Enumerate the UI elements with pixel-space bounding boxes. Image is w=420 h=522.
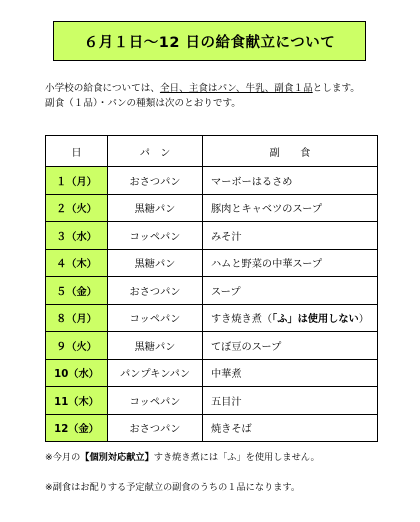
table-row: [46, 167, 378, 195]
table-header-row: [46, 136, 378, 167]
intro-line-2: 副食（１品）・パンの種類は次のとおりです。: [45, 98, 241, 109]
page-title-text: ６月１日～12 日の給食献立について: [83, 34, 336, 51]
bread-cell: 黒糖パン: [108, 249, 203, 277]
intro-line-1-pre: 小学校の給食については、: [45, 83, 160, 94]
side-dish-cell: てぼ豆のスープ: [203, 332, 378, 360]
table-row: [46, 194, 378, 222]
side-dish-cell: 五目汁: [203, 387, 378, 415]
side-dish-cell: みそ汁: [203, 222, 378, 250]
side-dish-cell: 中華煮: [203, 359, 378, 387]
bread-cell: コッペパン: [108, 304, 203, 332]
day-cell: ５（金）: [46, 277, 108, 305]
intro-line-1-underlined: 全日、主食はパン、牛乳、副食１品: [159, 83, 313, 94]
table-row: [46, 387, 378, 415]
day-cell: 11（木）: [46, 387, 108, 415]
table-row: [46, 222, 378, 250]
bread-cell: おさつパン: [108, 277, 203, 305]
menu-table: [45, 135, 378, 442]
note-individual-menu: [45, 452, 320, 464]
side-dish-cell: ハムと野菜の中華スープ: [203, 249, 378, 277]
note-1-bold: 【個別対応献立】: [80, 452, 154, 463]
side-dish-cell: [203, 304, 378, 332]
side-dish-cell: 豚肉とキャベツのスープ: [203, 194, 378, 222]
bread-cell: パンプキンパン: [108, 359, 203, 387]
bread-cell: 黒糖パン: [108, 194, 203, 222]
side-dish-cell: スープ: [203, 277, 378, 305]
note-1-post: すき焼き煮には「ふ」を使用しません。: [153, 452, 320, 463]
intro-text: [45, 81, 395, 111]
header-side-dish: 副 食: [203, 136, 378, 167]
page-title: [53, 21, 366, 61]
table-row: [46, 359, 378, 387]
intro-line-1-post: とします。: [312, 83, 360, 94]
side-dish-cell: マーボーはるさめ: [203, 167, 378, 195]
table-row: [46, 332, 378, 360]
side-dish-pre: すき焼き煮（: [211, 314, 273, 326]
day-cell: ９（火）: [46, 332, 108, 360]
day-cell: ３（水）: [46, 222, 108, 250]
side-dish-cell: 焼きそば: [203, 414, 378, 442]
intro-line-1: [45, 81, 395, 96]
day-cell: ２（火）: [46, 194, 108, 222]
bread-cell: コッペパン: [108, 387, 203, 415]
day-cell: ８（月）: [46, 304, 108, 332]
bread-cell: コッペパン: [108, 222, 203, 250]
table-row: [46, 304, 378, 332]
bread-cell: 黒糖パン: [108, 332, 203, 360]
day-cell: １（月）: [46, 167, 108, 195]
note-1-pre: ※今月の: [45, 452, 81, 463]
header-day: 日: [46, 136, 108, 167]
bread-cell: おさつパン: [108, 414, 203, 442]
header-bread: パ ン: [108, 136, 203, 167]
note-side-dish: ※副食はお配りする予定献立の副食のうちの１品になります。: [45, 482, 301, 493]
bread-cell: おさつパン: [108, 167, 203, 195]
table-row: [46, 414, 378, 442]
day-cell: 10（水）: [46, 359, 108, 387]
day-cell: 12（金）: [46, 414, 108, 442]
table-row: [46, 249, 378, 277]
side-dish-post: ）: [358, 314, 369, 326]
day-cell: ４（木）: [46, 249, 108, 277]
table-row: [46, 277, 378, 305]
side-dish-emphasis: 「ふ」は使用しない: [272, 314, 359, 326]
